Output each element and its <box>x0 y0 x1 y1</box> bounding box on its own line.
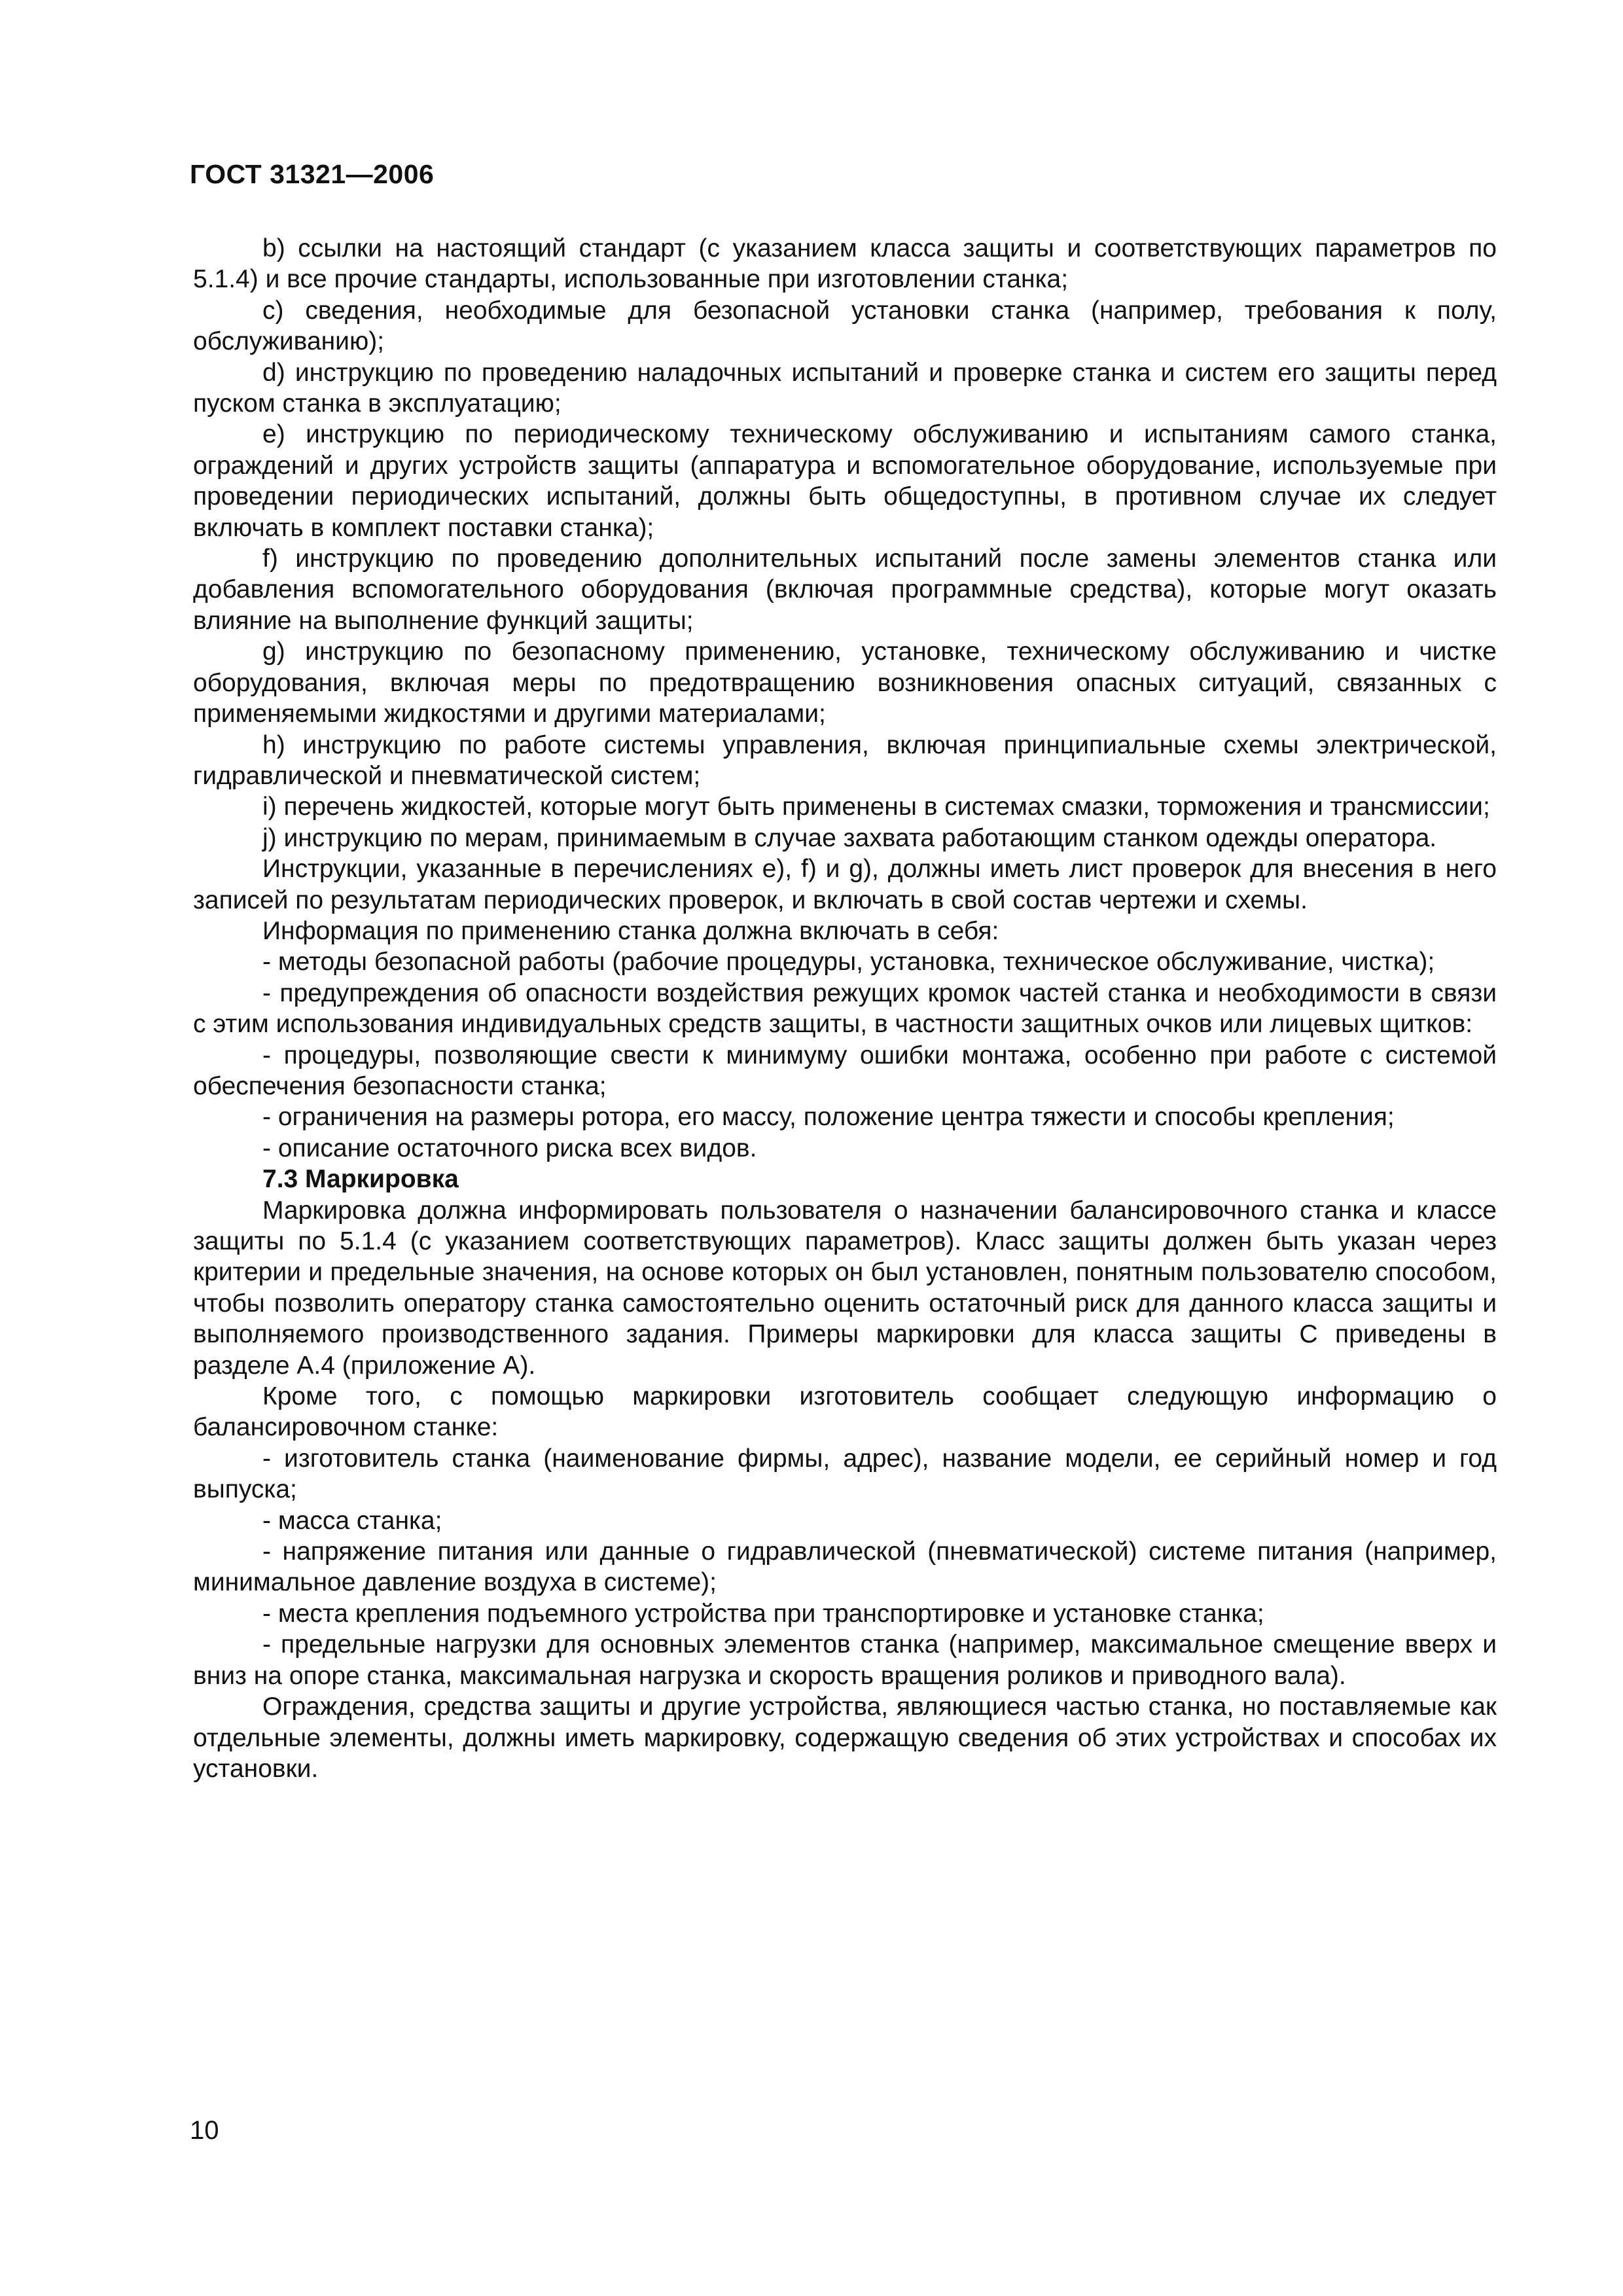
list-item-j: j) инструкцию по мерам, принимаемым в случае захвата работающим станком одежды оператора. <box>262 823 1437 852</box>
document-header: ГОСТ 31321—2006 <box>190 159 435 189</box>
dash-item-manufacturer: - изготовитель станка (наименование фирмы, адрес), название модели, ее серийный номер и год выпуска; <box>193 1444 1497 1504</box>
dash-item-warnings: - предупреждения об опасности воздействия режущих кромок частей станка и необходимости в связи с этим использования индивидуальных средств защиты, в частности защитных очков или лицевых щитков: <box>193 978 1497 1039</box>
dash-item-rotor-limits: - ограничения на размеры ротора, его массу, положение центра тяжести и способы крепления; <box>262 1103 1395 1132</box>
list-item-f: f) инструкцию по проведению дополнительных испытаний после замены элементов станка или добавления вспомогательного оборудования (включая программные средства), которые могут оказать влияние на выполнение функций защиты; <box>193 545 1497 635</box>
document-body <box>193 233 1497 1784</box>
marking-paragraph: Маркировка должна информировать пользователя о назначении балансировочного станка и классе защиты по 5.1.4 (с указанием соответствующих параметров). Класс защиты должен быть указан через критерии и предельные значения, на основе которых он был установлен, понятным пользователю способом, чтобы позволить оператору станка самостоятельно оценить остаточный риск для данного класса защиты и выполняемого производственного задания. Примеры маркировки для класса защиты С приведены в разделе А.4 (приложение А). <box>193 1196 1497 1380</box>
list-item-b: b) ссылки на настоящий стандарт (с указанием класса защиты и соответствующих параметров по 5.1.4) и все прочие стандарты, использованные при изготовлении станка; <box>193 234 1497 294</box>
list-item-g: g) инструкцию по безопасному применению, установке, техническому обслуживанию и чистке оборудования, включая меры по предотвращению возникновения опасных ситуаций, связанных с применяемыми жидкостями и другими материалами; <box>193 637 1497 728</box>
dash-item-procedures: - процедуры, позволяющие свести к минимуму ошибки монтажа, особенно при работе с системой обеспечения безопасности станка; <box>193 1041 1497 1100</box>
dash-item-mass: - масса станка; <box>262 1506 442 1535</box>
dash-item-lifting-points: - места крепления подъемного устройства при транспортировке и установке станка; <box>262 1599 1264 1628</box>
instructions-paragraph: Инструкции, указанные в перечислениях е), f) и g), должны иметь лист проверок для внесения в него записей по результатам периодических проверок, и включать в свой состав чертежи и схемы. <box>193 855 1497 914</box>
list-item-d: d) инструкцию по проведению наладочных испытаний и проверке станка и систем его защиты перед пуском станка в эксплуатацию; <box>193 358 1497 418</box>
page-number: 10 <box>190 2116 219 2145</box>
list-item-e: e) инструкцию по периодическому техническому обслуживанию и испытаниям самого станка, ограждений и других устройств защиты (аппаратура и вспомогательное оборудование, используемые при проведении периодических испытаний, должны быть общедоступны, в противном случае их следует включать в комплект поставки станка); <box>193 420 1497 542</box>
usage-info-intro: Информация по применению станка должна включать в себя: <box>262 916 999 945</box>
guards-paragraph: Ограждения, средства защиты и другие устройства, являющиеся частью станка, но поставляемые как отдельные элементы, должны иметь маркировку, содержащую сведения об этих устройствах и способах их установки. <box>193 1693 1497 1783</box>
section-heading-marking: 7.3 Маркировка <box>262 1165 459 1194</box>
list-item-h: h) инструкцию по работе системы управления, включая принципиальные схемы электрической, гидравлической и пневматической систем; <box>193 730 1497 790</box>
dash-item-residual-risk: - описание остаточного риска всех видов. <box>262 1134 757 1162</box>
list-item-i: i) перечень жидкостей, которые могут быть применены в системах смазки, торможения и трансмиссии; <box>262 793 1490 821</box>
dash-item-load-limits: - предельные нагрузки для основных элементов станка (например, максимальное смещение вверх и вниз на опоре станка, максимальная нагрузка и скорость вращения роликов и приводного вала). <box>193 1630 1497 1690</box>
dash-item-safe-methods: - методы безопасной работы (рабочие процедуры, установка, техническое обслуживание, чистка); <box>262 948 1435 977</box>
list-item-c: c) сведения, необходимые для безопасной установки станка (например, требования к полу, обслуживанию); <box>193 296 1497 356</box>
marking-info-intro: Кроме того, с помощью маркировки изготовитель сообщает следующую информацию о балансировочном станке: <box>193 1382 1497 1442</box>
dash-item-power-supply: - напряжение питания или данные о гидравлической (пневматической) системе питания (например, минимальное давление воздуха в системе); <box>193 1537 1497 1597</box>
